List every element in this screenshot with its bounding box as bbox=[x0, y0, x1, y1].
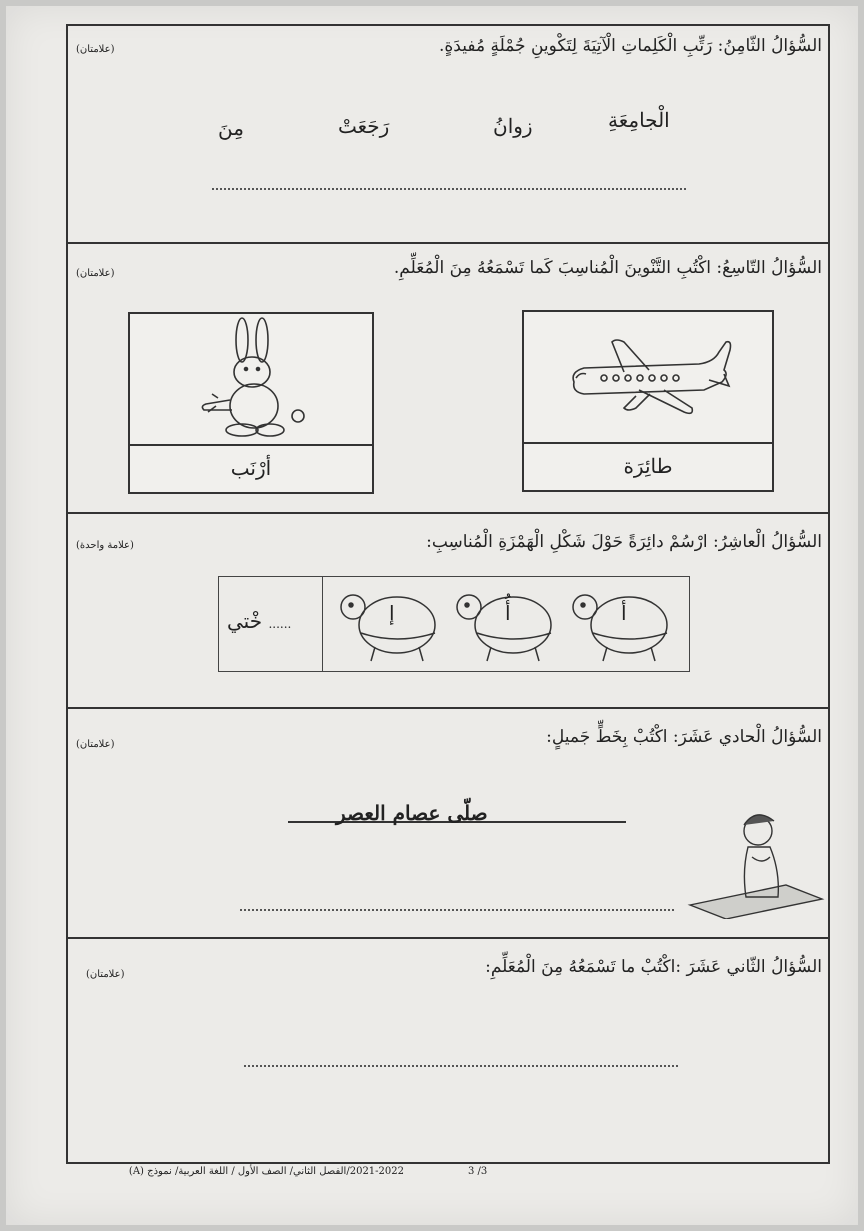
target-word-text: خْتي bbox=[227, 609, 263, 633]
praying-child-icon bbox=[686, 801, 826, 919]
answer-line[interactable] bbox=[244, 1065, 678, 1067]
answer-line[interactable] bbox=[212, 188, 686, 190]
blank-dots: ...... bbox=[268, 617, 292, 631]
page-number: 3 /3 bbox=[468, 1166, 488, 1177]
worksheet-page bbox=[6, 6, 858, 1225]
question-11-marks: (علامتان) bbox=[76, 739, 115, 750]
hamza-option-text: أُ bbox=[505, 601, 511, 625]
hamza-option-text: أ bbox=[621, 601, 627, 625]
page-footer bbox=[66, 1166, 830, 1186]
rabbit-picture bbox=[130, 314, 372, 446]
rabbit-label: أرْنَب bbox=[230, 456, 272, 480]
hamza-choice-box bbox=[218, 576, 690, 672]
turtle-option[interactable] bbox=[563, 581, 679, 669]
turtle-icon bbox=[331, 581, 447, 669]
exam-frame bbox=[66, 24, 830, 1164]
turtle-icon bbox=[447, 581, 563, 669]
question-8-title: السُّؤالُ الثّامِنُ: رَتِّبِ الْكَلِماتِ الْآتِيَةَ لِتَكْوينِ جُمْلَةٍ مُفيدَةٍ. bbox=[439, 36, 822, 56]
question-11-title: السُّؤالُ الْحادي عَشَرَ: اكْتُبْ بِخَطٍّ جَميلٍ: bbox=[546, 727, 822, 747]
airplane-picture bbox=[524, 312, 772, 444]
question-8 bbox=[68, 26, 828, 244]
hamza-option-text: إ bbox=[389, 601, 395, 625]
word-card: زوانُ bbox=[493, 114, 533, 138]
question-9-title: السُّؤالُ التّاسِعُ: اكْتُبِ التَّنْوينَ الْمُناسِبَ كَما تَسْمَعُهُ مِنَ الْمُعَلِّمِ. bbox=[393, 258, 822, 278]
model-sentence: صلّى عصام العصر bbox=[336, 801, 488, 825]
question-12-marks: (علامتان) bbox=[86, 969, 125, 980]
airplane-label: طائِرَة bbox=[623, 454, 673, 478]
target-word bbox=[227, 609, 291, 633]
rabbit-card bbox=[128, 312, 374, 494]
question-11 bbox=[68, 709, 828, 939]
question-9 bbox=[68, 244, 828, 514]
question-10-title: السُّؤالُ الْعاشِرُ: ارْسُمْ دائِرَةً حَوْلَ شَكْلِ الْهَمْزَةِ الْمُناسِبِ: bbox=[426, 532, 822, 552]
question-8-marks: (علامتان) bbox=[76, 44, 115, 55]
question-12-title: السُّؤالُ الثّاني عَشَرَ :اكْتُبْ ما تَسْمَعُهُ مِنَ الْمُعَلِّمِ: bbox=[485, 957, 822, 977]
turtle-option[interactable] bbox=[331, 581, 447, 669]
question-10 bbox=[68, 514, 828, 709]
turtle-option[interactable] bbox=[447, 581, 563, 669]
rabbit-icon bbox=[130, 314, 372, 444]
footer-info: 2021-2022/الفصل الثاني/ الصف الأول / اللغة العربية/ نموذج (A) bbox=[128, 1166, 404, 1177]
question-10-marks: (علامة واحدة) bbox=[76, 540, 134, 551]
answer-line[interactable] bbox=[240, 909, 674, 911]
airplane-card bbox=[522, 310, 774, 492]
word-card: مِنَ bbox=[218, 116, 244, 140]
question-12 bbox=[68, 939, 828, 1164]
word-card: رَجَعَتْ bbox=[338, 114, 390, 138]
airplane-icon bbox=[524, 312, 772, 442]
word-card: الْجامِعَةِ bbox=[608, 108, 670, 132]
question-9-marks: (علامتان) bbox=[76, 268, 115, 279]
turtle-icon bbox=[563, 581, 679, 669]
